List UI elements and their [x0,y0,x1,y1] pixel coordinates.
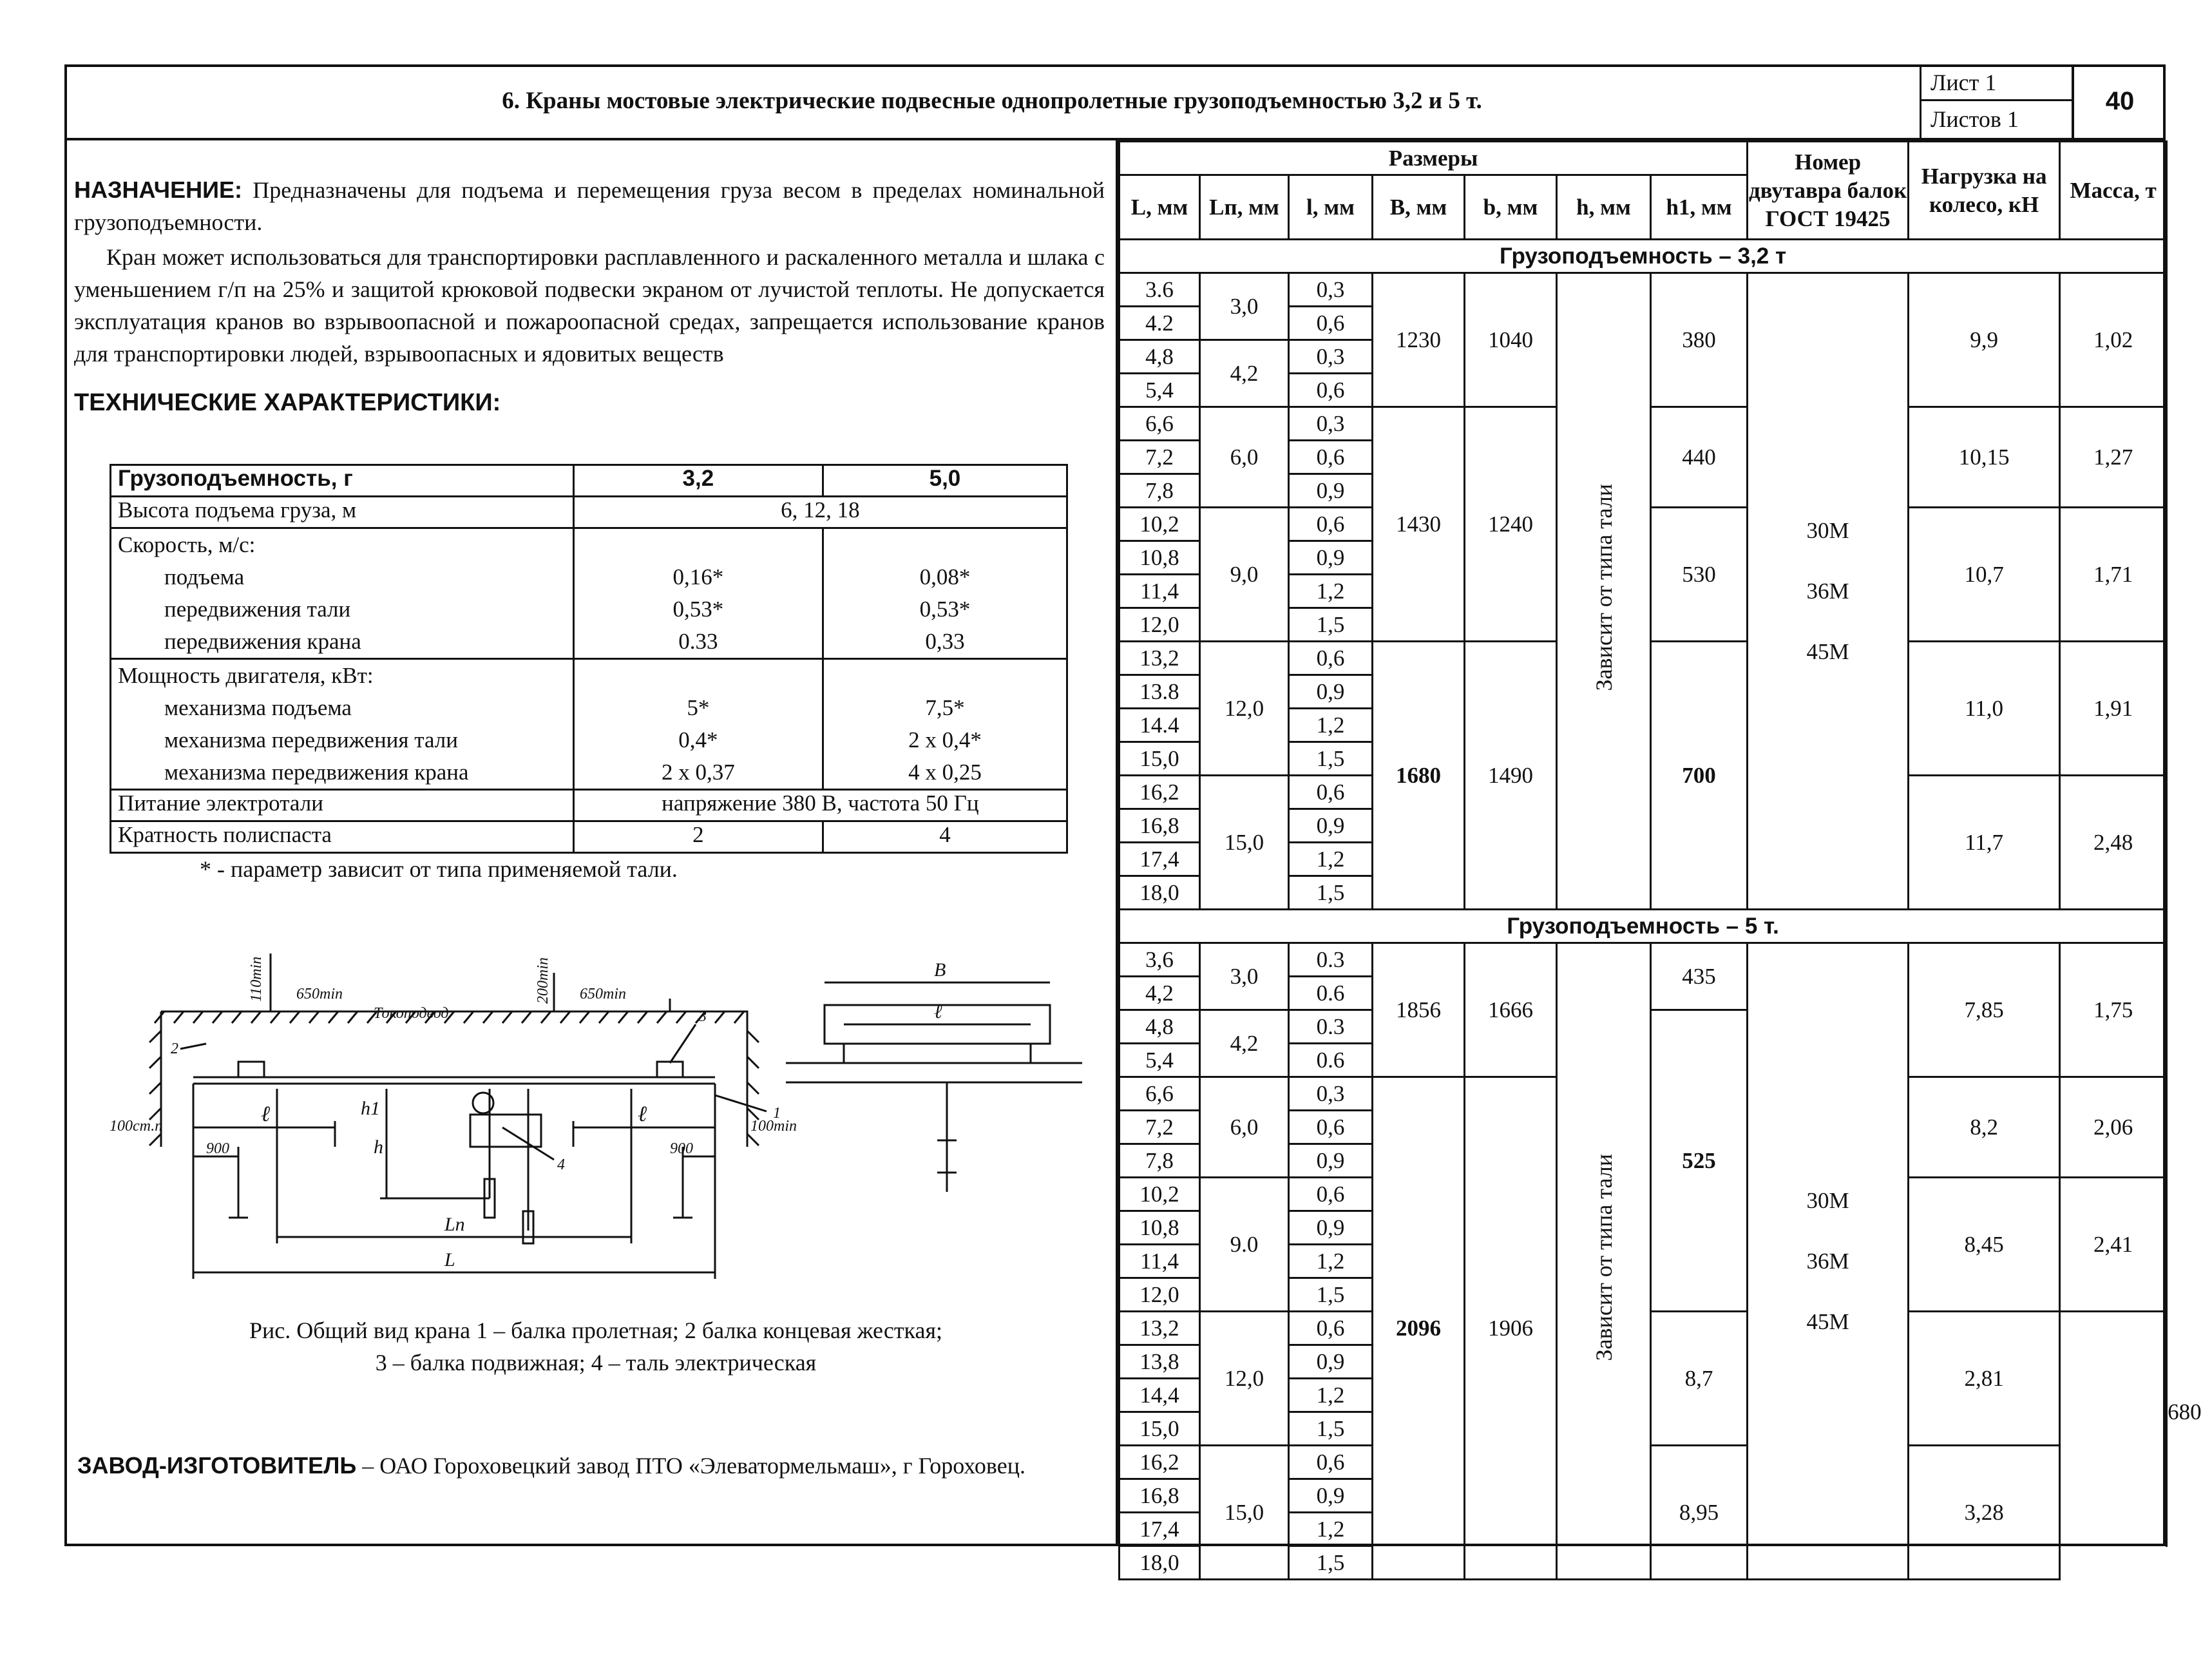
cell-h1: 530 [1651,508,1748,642]
end-beam-left [238,1062,264,1077]
cell-h1: 700 [1651,642,1748,910]
label-200: 200min [535,957,551,1004]
label-b: ℓ [934,1001,942,1022]
cell-Ln: 6,0 [1200,1077,1289,1178]
cell-L: 7,8 [1120,1144,1200,1178]
cell-B: 2096 [1373,1077,1465,1580]
ratio-label: Кратность полиспаста [111,821,574,853]
cell-load: 9,9 [1909,273,2060,407]
cell-mass: 2,41 [2060,1178,2167,1312]
speed-value: 0,53* [919,597,971,622]
manufacturer [77,1450,1108,1482]
cell-l: 0.3 [1289,1010,1373,1044]
leader-2 [180,1044,206,1049]
cell-mass: 2,81 [1909,1312,2060,1446]
cell-L: 7,2 [1120,441,1200,474]
cell-load: 8,2 [1909,1077,2060,1178]
cell-L: 10,2 [1120,508,1200,541]
cell-L: 4.2 [1120,307,1200,340]
cell-mass: 2,06 [2060,1077,2167,1178]
power-cell [111,659,574,790]
cell-l: 1,5 [1289,876,1373,910]
caption-line-1: Рис. Общий вид крана 1 – балка пролетная; 2 балка концевая жесткая; [249,1318,943,1343]
speed-value: 0,08* [919,564,971,589]
cell-L: 3.6 [1120,273,1200,307]
cell-l: 0,9 [1289,1144,1373,1178]
cell-mass: 2,48 [2060,776,2167,910]
cell-b: 1490 [1465,642,1557,910]
cell-L: 14.4 [1120,709,1200,742]
manufacturer-label: ЗАВОД-ИЗГОТОВИТЕЛЬ [77,1452,357,1479]
cell-l: 0.3 [1289,943,1373,977]
cell-Ln: 4,2 [1200,340,1289,407]
cell-l: 1,2 [1289,1513,1373,1546]
cell-l: 0.6 [1289,977,1373,1010]
cell-Ln: 15,0 [1200,776,1289,910]
cell-Ln: 12,0 [1200,1312,1289,1446]
supply-value: напряжение 380 В, частота 50 Гц [573,790,1067,821]
cell-Ln: 9,0 [1200,508,1289,642]
description-column [74,174,1105,434]
label-4: 4 [557,1156,565,1173]
cell-l: 0,6 [1289,776,1373,809]
cell-L: 7,2 [1120,1111,1200,1144]
cell-load: 8,7 [1651,1312,1748,1446]
beam-header: Номер двутавра балок ГОСТ 19425 [1748,142,1909,240]
section-header: Грузоподъемность – 3,2 т [1120,240,2167,273]
col-h1: h1, мм [1651,175,1748,240]
cell-load: 10,15 [1909,407,2060,508]
cell-mass: 3,28 [1909,1446,2060,1580]
cell-L: 13,2 [1120,1312,1200,1345]
cell-b: 1906 [1465,1077,1557,1580]
tech-specs-table [110,464,1068,854]
cell-l: 0,6 [1289,1111,1373,1144]
cell-Ln: 9.0 [1200,1178,1289,1312]
speed-crane-label: передвижения крана [164,629,361,654]
label-ln: Lп [444,1214,465,1235]
beam-item: 36М [1806,578,1849,604]
hoist-note: Зависит от типа тали [1590,483,1617,691]
cell-mass: 1,75 [2060,943,2167,1077]
dimensions-table: Размеры Номер двутавра балок ГОСТ 19425 Нагрузка на колесо, кН Масса, т L, мм Lп, мм l, мм B, мм b, мм h, мм h1, мм Грузоподъемность – 3,2 т 3.6 3,0 0,3 1230 1040 Зависит от типа тали 380 30М 36М 45М 9,9 1,02 4.2 0,6 4,8 4,2 0,3 5,4 0,6 6,6 6,0 0,3 1430 1240 440 10,15 1,27 7,2 0,6 7,8 0,9 10,2 9,0 0,6 530 10,7 1,71 10,8 0,9 11,4 1,2 12,0 1,5 13,2 12,0 0,6 1680 1490 700 11,0 1,91 13.8 0,9 14.4 1,2 15,0 1,5 16,2 15,0 0,6 11,7 2,48 16,8 0,9 17,4 1,2 18,0 1,5 Грузоподъемность – 5 т. 3,6 3,0 0.3 1856 1666 Зависит от типа тали 435 30М 36М 45М 7,85 1,75 4,2 0.6 4,8 4,2 0.3 525 5,4 0.6 6,6 6,0 0,3 2096 1906 8,2 2,06 7,2 0,6 7,8 0,9 10,2 9.0 0,6 8,45 2,41 10,8 0,9 11,4 1,2 12,0 1,5 680 13,2 12,0 0,6 8,7 2,81 13,8 0,9 14,4 1,2 15,0 1,5 16,2 15,0 0,6 8,95 3,28 16,8 0,9 17,4 1,2 18,0 1,5 [1118,140,2168,1580]
cell-L: 13,2 [1120,642,1200,675]
purpose-text: Предназначены для подъема и перемещения груза весом в пределах номинальной грузоподъемности. [74,177,1105,235]
cell-l: 0,3 [1289,340,1373,374]
hoist-note: Зависит от типа тали [1590,1153,1617,1361]
col-Ln: Lп, мм [1200,175,1289,240]
cell-l: 0,9 [1289,1345,1373,1379]
sheet-count: Листов 1 [1931,106,2019,132]
leader-3 [670,1024,696,1063]
capacity-50: 5,0 [823,465,1067,497]
power-50-cell [823,659,1067,790]
cell-L: 16,8 [1120,1479,1200,1513]
cell-L: 12,0 [1120,1278,1200,1312]
col-L: L, мм [1120,175,1200,240]
cell-L: 10,2 [1120,1178,1200,1211]
label-h1: h1 [361,1098,380,1119]
label-100a: 100ст.п [110,1118,163,1135]
speed-value: 0,33 [925,629,965,654]
capacity-label: Грузоподъемность, г [111,465,574,497]
cell-l: 1,2 [1289,1379,1373,1412]
cell-l: 0,6 [1289,642,1373,675]
cell-beam [1748,273,1909,910]
cell-Ln: 15,0 [1200,1446,1289,1580]
cell-L: 12,0 [1120,608,1200,642]
cell-mass: 1,27 [2060,407,2167,508]
beam-item: 36М [1806,1248,1849,1274]
cell-L: 5,4 [1120,374,1200,407]
cell-load: 10,7 [1909,508,2060,642]
cell-l: 0,9 [1289,809,1373,843]
label-650a: 650min [296,986,343,1002]
cell-l: 0,9 [1289,1211,1373,1245]
speed-label: Скорость, м/с: [118,532,256,557]
page-number: 40 [2072,64,2166,138]
cell-l: 0,3 [1289,1077,1373,1111]
cell-l: 0,6 [1289,1446,1373,1479]
power-value: 4 х 0,25 [908,760,982,785]
cell-h1: 525 [1651,1010,1748,1312]
hoist-body [470,1115,541,1147]
cell-L: 11,4 [1120,575,1200,608]
sheet-number: Лист 1 [1921,64,2074,101]
cell-L: 13.8 [1120,675,1200,709]
cell-l: 1,5 [1289,1546,1373,1580]
purpose-paragraph [74,174,1105,238]
cell-L: 4,2 [1120,977,1200,1010]
cell-l: 0,9 [1289,541,1373,575]
cell-l: 0,6 [1289,508,1373,541]
label-1: 1 [773,1105,781,1122]
cell-L: 7,8 [1120,474,1200,508]
cell-l: 0,3 [1289,273,1373,307]
cell-mass: 1,02 [2060,273,2167,407]
purpose-label: НАЗНАЧЕНИЕ: [74,177,242,203]
cell-L: 14,4 [1120,1379,1200,1412]
cell-l: 1,5 [1289,1412,1373,1446]
cell-L: 3,6 [1120,943,1200,977]
col-b: b, мм [1465,175,1557,240]
cell-L: 18,0 [1120,1546,1200,1580]
cell-Ln: 4,2 [1200,1010,1289,1077]
speed-value: 0,16* [672,564,724,589]
label-3: 3 [699,1008,707,1025]
beam-item: 30М [1806,1187,1849,1213]
cell-load: 8,95 [1651,1446,1748,1580]
cell-Ln: 6,0 [1200,407,1289,508]
power-label: Мощность двигателя, кВт: [118,663,374,688]
label-2: 2 [171,1040,178,1057]
cell-b: 1240 [1465,407,1557,642]
figure-caption [103,1314,1089,1379]
leader-1 [715,1095,767,1111]
power-value: 7,5* [925,695,965,720]
purpose-paragraph-2: Кран может использоваться для транспортировки расплавленного и раскаленного металла и шлака с уменьшением г/п на 25% и защитой крюковой подвески экраном от лучистой теплоты. Не допускается эксплуатация кранов во взрывоопасной и пожароопасной средах, запрещается использование кранов для транспортировки людей, взрывоопасных и ядовитых веществ [74,244,1105,367]
cell-mass: 1,91 [2060,642,2167,776]
side-beam [786,1063,1082,1082]
power-value: 0,4* [678,727,718,752]
tech-heading: ТЕХНИЧЕСКИЕ ХАРАКТЕРИСТИКИ: [74,389,501,416]
cell-l: 0.6 [1289,1044,1373,1077]
power-lift-label: механизма подъема [164,695,352,720]
beam-item: 45М [1806,1308,1849,1334]
label-100b: 100min [750,1118,797,1135]
section-header: Грузоподъемность – 5 т. [1120,910,2167,943]
cell-l: 0,6 [1289,441,1373,474]
cell-L: 6,6 [1120,1077,1200,1111]
cell-load: 8,45 [1909,1178,2060,1312]
cell-Ln: 12,0 [1200,642,1289,776]
label-rail: Токоподвод [374,1005,449,1022]
power-trolley-label: механизма передвижения тали [164,727,459,752]
cell-load: 11,0 [1909,642,2060,776]
height-label: Высота подъема груза, м [111,497,574,528]
page-title: 6. Краны мостовые электрические подвесные однопролетные грузоподъемностью 3,2 и 5 т. [502,88,1482,114]
cell-l: 1,2 [1289,1245,1373,1278]
cell-L: 16,8 [1120,809,1200,843]
span-beam [193,1077,715,1084]
col-B: B, мм [1373,175,1465,240]
label-l-right: ℓ [638,1102,647,1126]
cell-L: 5,4 [1120,1044,1200,1077]
power-crane-label: механизма передвижения крана [164,760,469,785]
power-value: 5* [687,695,710,720]
cell-L: 17,4 [1120,843,1200,876]
cell-L: 10,8 [1120,1211,1200,1245]
cell-L: 11,4 [1120,1245,1200,1278]
cell-L: 16,2 [1120,1446,1200,1479]
cell-L: 15,0 [1120,1412,1200,1446]
label-650b: 650min [580,986,626,1002]
cell-l: 0,9 [1289,675,1373,709]
speed-trolley-label: передвижения тали [164,597,351,622]
cell-Ln: 3,0 [1200,273,1289,340]
speed-cell [111,528,574,659]
cell-B: 1856 [1373,943,1465,1077]
cell-l: 1,5 [1289,1278,1373,1312]
cell-L: 13,8 [1120,1345,1200,1379]
load-header: Нагрузка на колесо, кН [1909,142,2060,240]
capacity-32: 3,2 [573,465,823,497]
cell-load: 11,7 [1909,776,2060,910]
cell-B: 1680 [1373,642,1465,910]
cell-l: 0,9 [1289,474,1373,508]
cell-h [1557,943,1651,1580]
crane-drawing [103,934,1108,1314]
cell-L: 10,8 [1120,541,1200,575]
speed-value: 0.33 [678,629,718,654]
cell-L: 18,0 [1120,876,1200,910]
sizes-header: Размеры [1120,142,1748,175]
speed-50-cell [823,528,1067,659]
cell-l: 0,3 [1289,407,1373,441]
col-h: h, мм [1557,175,1651,240]
cell-l: 1,2 [1289,709,1373,742]
beam-item: 45М [1806,638,1849,664]
col-l: l, мм [1289,175,1373,240]
beam-item: 30М [1806,517,1849,543]
label-L: L [444,1249,455,1270]
ratio-32: 2 [573,821,823,853]
cell-l: 0,9 [1289,1479,1373,1513]
power-value: 2 х 0,37 [661,760,735,785]
cell-mass: 1,71 [2060,508,2167,642]
supply-label: Питание электротали [111,790,574,821]
cell-h1: 380 [1651,273,1748,407]
cell-l: 0,6 [1289,374,1373,407]
end-beam-right [657,1062,683,1077]
power-32-cell [573,659,823,790]
label-900b: 900 [670,1140,693,1157]
power-value: 2 х 0,4* [908,727,982,752]
sheet-box [1920,64,2074,138]
footnote: * - параметр зависит от типа применяемой тали. [200,856,678,882]
label-110: 110min [248,956,265,1002]
label-B: B [934,959,946,981]
label-h: h [374,1136,383,1158]
cell-h1: 435 [1651,943,1748,1010]
hatch [155,1011,744,1023]
cell-load: 7,85 [1909,943,2060,1077]
page-header [64,64,2166,140]
cell-b: 1040 [1465,273,1557,407]
cell-L: 16,2 [1120,776,1200,809]
cell-L: 4,8 [1120,340,1200,374]
cell-B: 1230 [1373,273,1465,407]
cell-beam [1748,943,1909,1580]
ratio-50: 4 [823,821,1067,853]
cell-l: 0,6 [1289,1312,1373,1345]
cell-L: 4,8 [1120,1010,1200,1044]
label-900a: 900 [206,1140,229,1157]
label-l-left: ℓ [261,1102,271,1126]
side-hook [937,1082,957,1192]
cell-l: 1,2 [1289,843,1373,876]
cell-l: 1,2 [1289,575,1373,608]
speed-32-cell [573,528,823,659]
speed-value: 0,53* [672,597,724,622]
cell-l: 0,6 [1289,307,1373,340]
cell-L: 15,0 [1120,742,1200,776]
cell-L: 6,6 [1120,407,1200,441]
cell-Ln: 3,0 [1200,943,1289,1010]
manufacturer-text: – ОАО Гороховецкий завод ПТО «Элеватормельмаш», г Гороховец. [356,1453,1025,1479]
cell-l: 1,5 [1289,742,1373,776]
cell-h1: 440 [1651,407,1748,508]
cell-b: 1666 [1465,943,1557,1077]
cell-h [1557,273,1651,910]
height-value: 6, 12, 18 [573,497,1067,528]
mass-header: Масса, т [2060,142,2167,240]
cell-L: 17,4 [1120,1513,1200,1546]
speed-lift-label: подъема [164,564,245,589]
cell-l: 1,5 [1289,608,1373,642]
caption-line-2: 3 – балка подвижная; 4 – таль электрическая [375,1350,817,1375]
cell-B: 1430 [1373,407,1465,642]
cell-l: 0,6 [1289,1178,1373,1211]
